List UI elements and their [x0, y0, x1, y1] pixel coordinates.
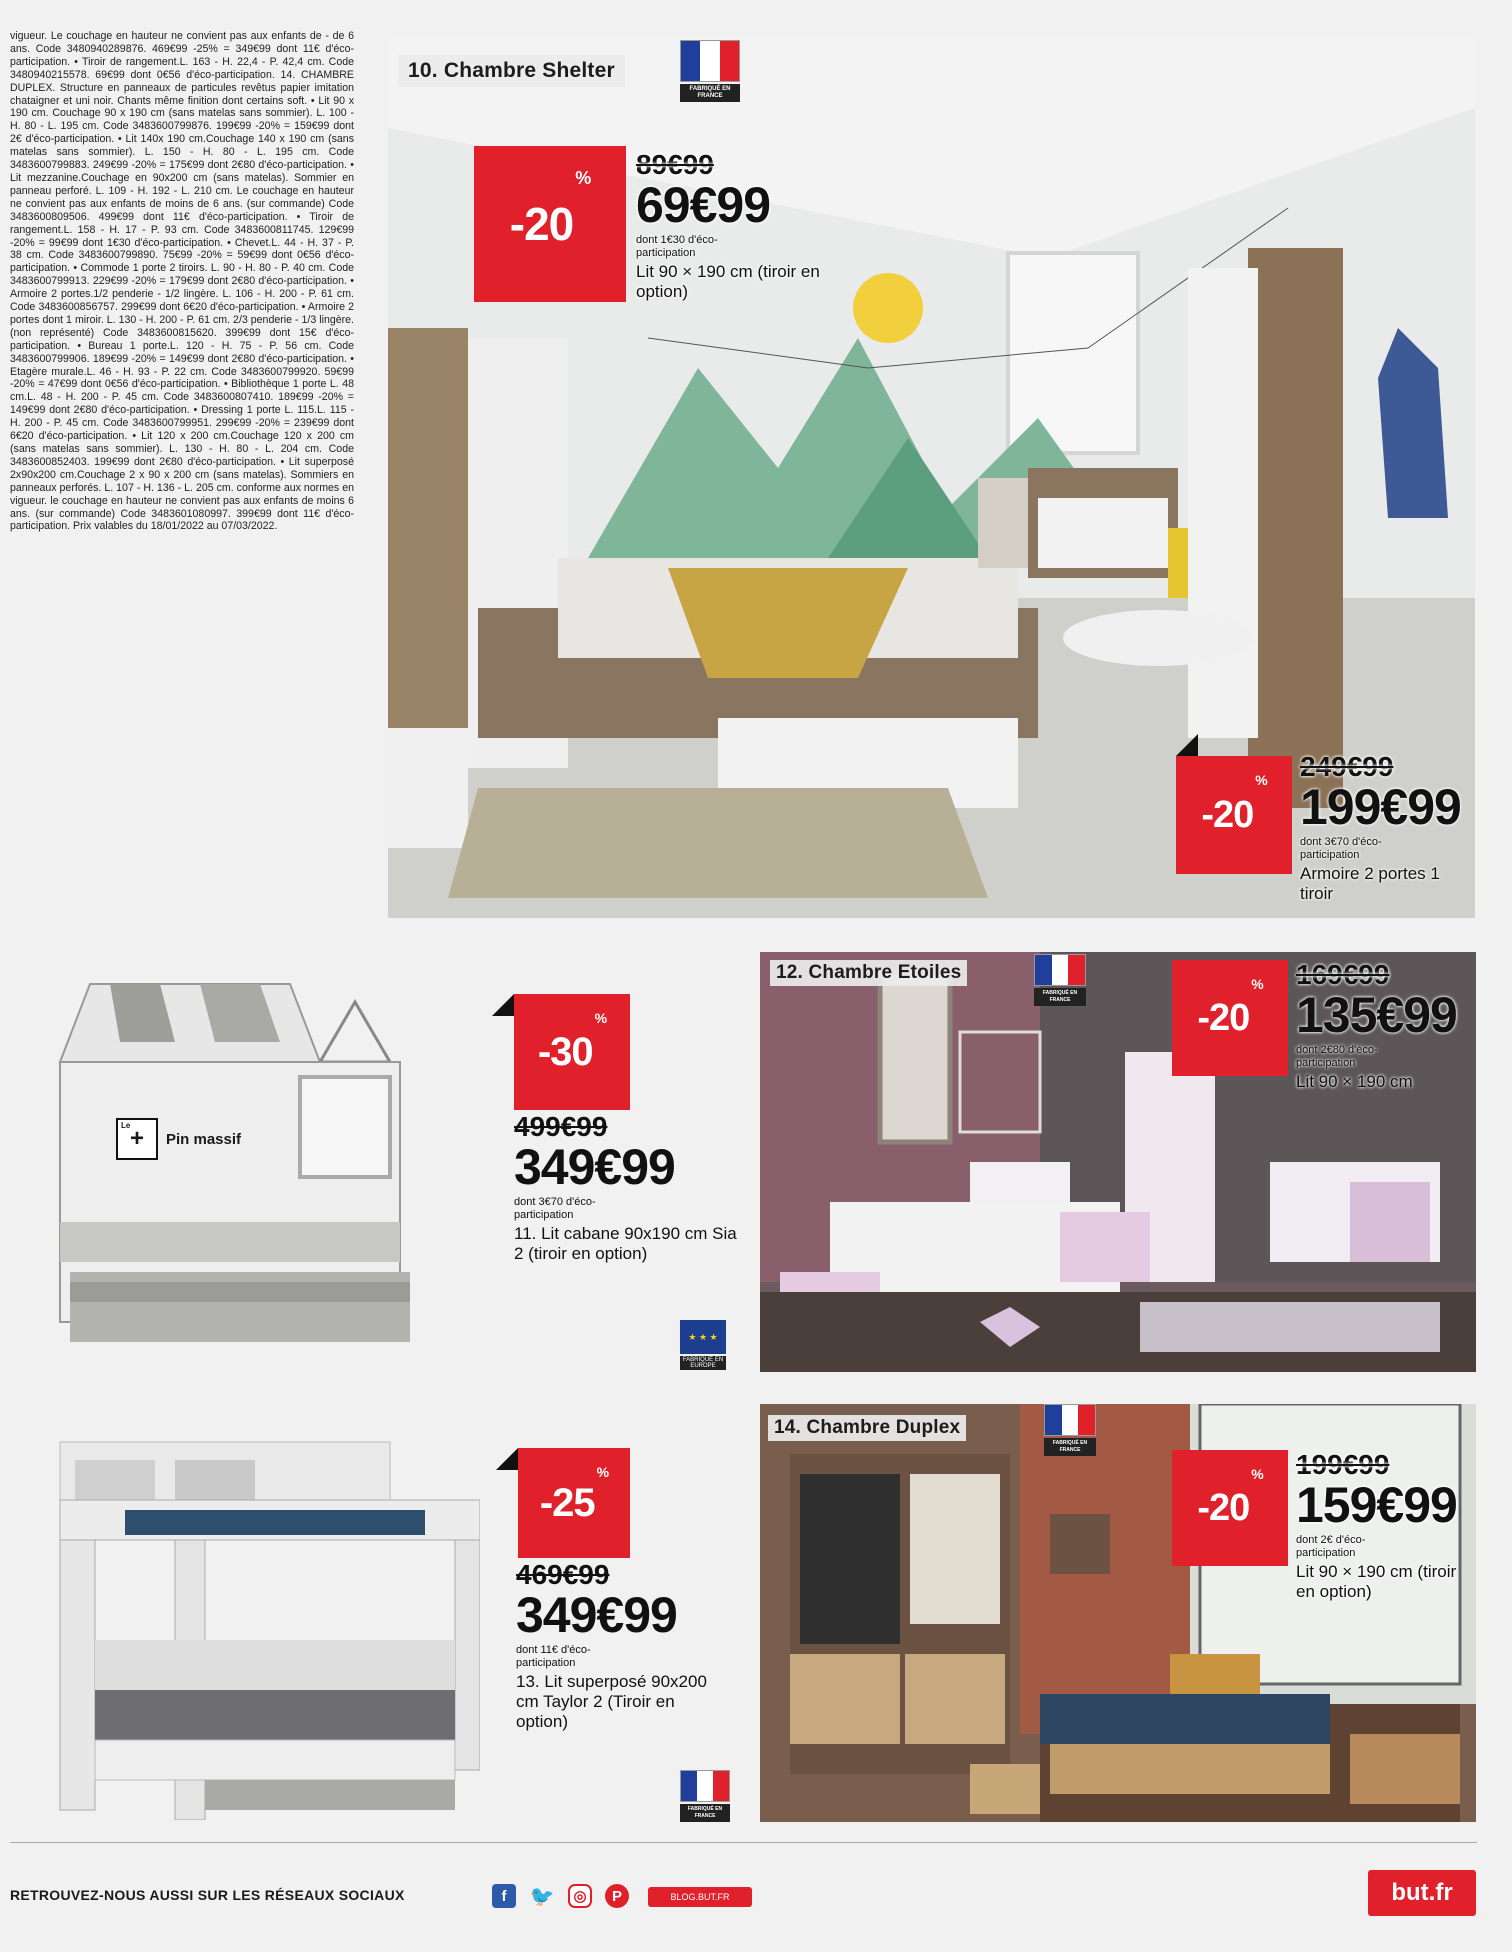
pin-massif-label — [116, 1118, 241, 1160]
cabane-price-block — [514, 1112, 754, 1264]
product-details-text: vigueur. Le couchage en hauteur ne convient pas aux enfants de - de 6 ans. Code 3480940289876. 469€99 -25% = 349€99 dont 11€ d'éco-participation. • Tiroir de rangement.L. 163 - H. 22,4 - P. 42,4 cm. Code 3480940215578. 69€99 dont 0€56 d'éco-participation. 14. CHAMBRE DUPLEX. Structure en panneaux de particules revêtus papier imitation chataigner et uni noir. Chants même finition dont certains soft. • Lit 90 x 190 cm. Couchage 90 x 190 cm (sans matelas sans sommier). L. 100 - H. 80 - L. 195 cm. Code 3483600799876. 199€99 -20% = 159€99 dont 2€ d'éco-participation. • Lit 140x 190 cm.Couchage 140 x 190 cm (sans matelas sans sommier). L. 150 - H. 80 - L. 195 cm. Code 3483600799883. 249€99 -20% = 175€99 dont 2€80 d'éco-participation. • Lit mezzanine.Couchage en 90x200 cm (sans matelas). Sommier en panneau perforé. L. 109 - H. 192 - L. 210 cm. Le couchage en hauteur ne convient pas aux enfants de moins de 6 ans. (sur commande) Code 3483600809506. 499€99 dont 11€ d'éco-participation. • Tiroir de rangement.L. 158 - H. 17 - P. 93 cm. Code 3483600811745. 129€99 -20% = 99€99 dont 1€30 d'éco-participation. • Chevet.L. 44 - H. 37 - P. 38 cm. Code 3483600799890. 75€99 -20% = 59€99 dont 0€56 d'éco-participation. • Commode 1 porte 2 tiroirs. L. 90 - H. 80 - P. 40 cm. Code 3483600799913. 229€99 -20% = 179€99 dont 2€80 d'éco-participation. • Armoire 2 portes.1/2 penderie - 1/2 lingère. L. 106 - H. 200 - P. 61 cm. Code 3483600856757. 299€99 dont 6€20 d'éco-participation. • Armoire 2 portes dont 1 miroir. L. 130 - H. 200 - P. 61 cm. 2/3 penderie - 1/3 lingère. (non représenté) Code 3483600815620. 399€99 dont 15€ d'éco-participation. • Bureau 1 porte.L. 120 - H. 75 - P. 56 cm. Code 3483600799906. 189€99 -20% = 149€99 dont 2€80 d'éco-participation. • Etagère murale.L. 46 - H. 93 - P. 22 cm. Code 3483600799920. 59€99 -20% = 47€99 dont 0€56 d'éco-participation. • Bibliothèque 1 porte L. 48 cm.L. 48 - H. 200 - P. 45 cm. Code 3483600807410. 189€99 -20% = 149€99 dont 2€80 d'éco-participation. • Dressing 1 porte L. 115.L. 115 - H. 200 - P. 45 cm. Code 3483600799951. 299€99 -20% = 239€99 dont 6€20 d'éco-participation. • Lit 120 x 200 cm.Couchage 120 x 200 cm (sans matelas sans sommier). L. 130 - H. 80 - L. 204 cm. Code 3483600852403. 199€99 dont 2€80 d'éco-participation. • Lit superposé 2x90x200 cm.Couchage 2 x 90 x 200 cm (sans matelas). Sommiers en panneaux perforés. L. 107 - H. 136 - L. 205 cm. conforme aux normes en vigueur. le couchage en hauteur ne convient pas aux enfants de moins 6 ans. (sur commande) Code 3483601080997. 399€99 dont 11€ d'éco-participation. Prix valables du 18/01/2022 au 07/03/2022. — [10, 30, 354, 533]
armoire-old-price: 249€99 — [1300, 751, 1394, 782]
taylor-bunk-bed-photo — [55, 1400, 480, 1820]
armoire-new-price: 199€99 — [1300, 779, 1461, 835]
shelter-discount-badge: -20 % — [474, 146, 626, 302]
taylor-new-price: 349€99 — [516, 1587, 677, 1643]
made-in-europe-flag: ★ ★ ★ FABRIQUÉ EN EUROPE — [680, 1320, 726, 1370]
duplex-discount-badge: -20 % — [1172, 1450, 1288, 1566]
etoiles-product-name: Lit 90 × 190 cm — [1296, 1072, 1413, 1091]
armoire-product-name: Armoire 2 portes 1 tiroir — [1300, 864, 1440, 903]
taylor-eco-participation: dont 11€ d'éco-participation — [516, 1644, 591, 1669]
shelter-product-name: Lit 90 × 190 cm (tiroir en option) — [636, 262, 820, 301]
plus-icon: Le + — [116, 1118, 158, 1160]
taylor-old-price: 469€99 — [516, 1559, 610, 1590]
cabane-discount-badge: -30 % — [514, 994, 630, 1110]
duplex-eco-participation: dont 2€ d'éco-participation — [1296, 1534, 1366, 1559]
brand-logo-link[interactable]: but.fr — [1368, 1870, 1476, 1916]
made-in-france-flag: FABRIQUÉ EN FRANCE — [680, 40, 740, 102]
etoiles-discount-badge: -20 % — [1172, 960, 1288, 1076]
duplex-old-price: 199€99 — [1296, 1449, 1390, 1480]
pinterest-icon[interactable]: P — [605, 1884, 629, 1908]
etoiles-old-price: 169€99 — [1296, 959, 1390, 990]
duplex-price-block — [1296, 1450, 1476, 1602]
instagram-icon[interactable]: ◎ — [568, 1884, 592, 1908]
pin-massif-text: Pin massif — [166, 1130, 242, 1148]
footer-divider — [10, 1842, 1477, 1843]
duplex-title: 14. Chambre Duplex — [768, 1415, 966, 1441]
taylor-discount-badge: -25 % — [518, 1448, 630, 1558]
duplex-new-price: 159€99 — [1296, 1477, 1457, 1533]
shelter-old-price: 89€99 — [636, 149, 714, 180]
cabane-new-price: 349€99 — [514, 1139, 675, 1195]
blog-link[interactable]: BLOG.BUT.FR — [648, 1887, 752, 1907]
etoiles-price-block — [1296, 960, 1476, 1092]
shelter-title: 10. Chambre Shelter — [398, 55, 625, 87]
armoire-eco-participation: dont 3€70 d'éco-participation — [1300, 836, 1382, 861]
etoiles-new-price: 135€99 — [1296, 987, 1457, 1043]
taylor-product-name: 13. Lit superposé 90x200 cm Taylor 2 (Tiroir en option) — [516, 1672, 707, 1731]
shelter-eco-participation: dont 1€30 d'éco-participation — [636, 234, 718, 259]
taylor-price-block — [516, 1560, 736, 1732]
social-text: RETROUVEZ-NOUS AUSSI SUR LES RÉSEAUX SOCIAUX — [10, 1887, 405, 1903]
cabane-old-price: 499€99 — [514, 1111, 608, 1142]
armoire-discount-badge: -20 % — [1176, 756, 1292, 874]
facebook-icon[interactable]: f — [492, 1884, 516, 1908]
armoire-price-block — [1300, 752, 1480, 904]
cabane-eco-participation: dont 3€70 d'éco-participation — [514, 1196, 596, 1221]
shelter-new-price: 69€99 — [636, 177, 771, 233]
cabane-bed-photo — [50, 982, 470, 1358]
etoiles-eco-participation: dont 2€80 d'éco-participation — [1296, 1044, 1378, 1069]
duplex-product-name: Lit 90 × 190 cm (tiroir en option) — [1296, 1562, 1457, 1601]
etoiles-title: 12. Chambre Etoiles — [770, 960, 967, 986]
twitter-icon[interactable]: 🐦 — [529, 1885, 555, 1908]
shelter-price-block — [636, 150, 866, 302]
cabane-product-name: 11. Lit cabane 90x190 cm Sia 2 (tiroir en option) — [514, 1224, 737, 1263]
